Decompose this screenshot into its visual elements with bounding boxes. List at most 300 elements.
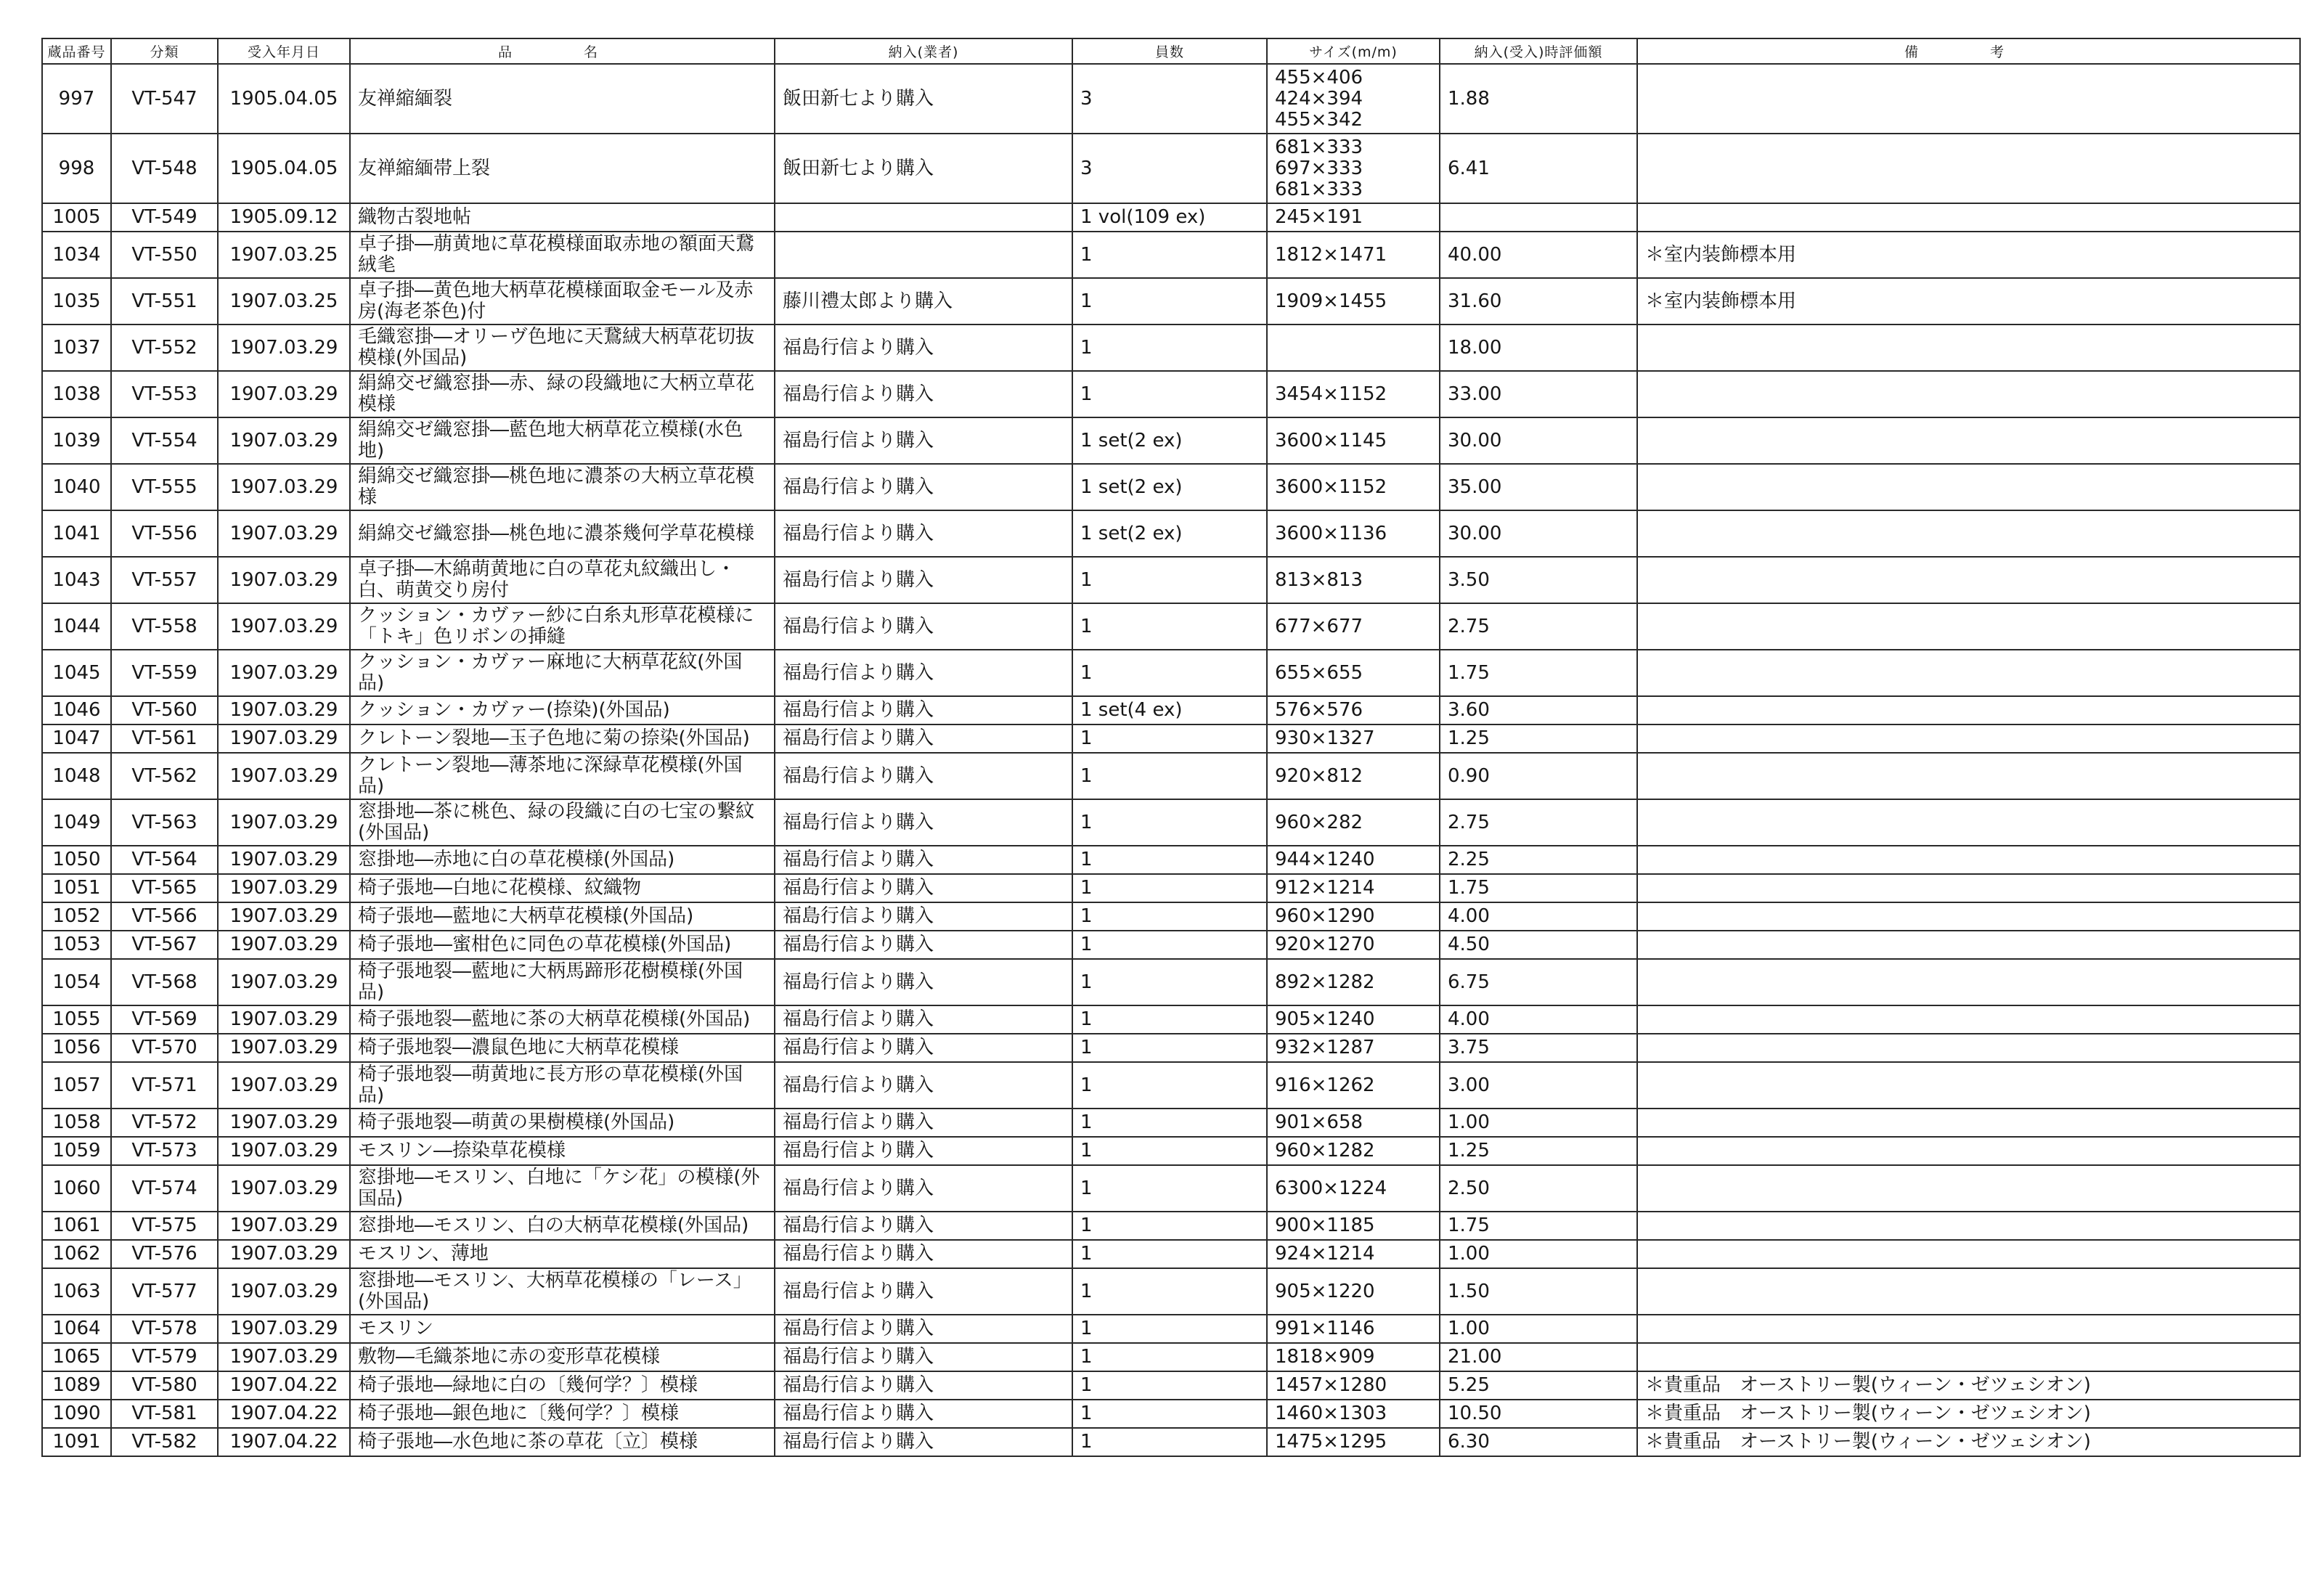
size-cell: 960×1282 [1267,1137,1440,1165]
valuation-cell: 10.50 [1440,1400,1637,1428]
size-cell: 991×1146 [1267,1315,1440,1343]
vendor-cell: 福島行信より購入 [775,1005,1072,1034]
valuation-cell: 1.75 [1440,874,1637,902]
received-date-cell: 1907.03.29 [218,557,350,603]
remarks-cell [1637,1240,2300,1268]
remarks-cell [1637,753,2300,799]
item-name-cell: 椅子張地裂―萌黄の果樹模様(外国品) [350,1109,775,1137]
remarks-cell [1637,724,2300,753]
remarks-cell [1637,1315,2300,1343]
size-cell: 1909×1455 [1267,278,1440,324]
size-cell: 905×1240 [1267,1005,1440,1034]
remarks-cell [1637,464,2300,510]
classification-cell: VT-573 [111,1137,218,1165]
table-row [42,1005,2300,1034]
classification-cell: VT-563 [111,799,218,846]
classification-cell: VT-560 [111,696,218,724]
valuation-cell: 6.30 [1440,1428,1637,1456]
remarks-cell [1637,902,2300,931]
item-no-cell: 1037 [42,324,111,371]
valuation-cell: 0.90 [1440,753,1637,799]
vendor-cell: 福島行信より購入 [775,931,1072,959]
item-no-cell: 1053 [42,931,111,959]
item-name-cell: 窓掛地―赤地に白の草花模様(外国品) [350,846,775,874]
vendor-cell: 福島行信より購入 [775,959,1072,1005]
size-cell: 677×677 [1267,603,1440,650]
quantity-cell: 1 [1072,1400,1267,1428]
item-name-cell: 織物古裂地帖 [350,203,775,232]
item-no-cell: 1057 [42,1062,111,1109]
classification-cell: VT-577 [111,1268,218,1315]
table-row [42,1137,2300,1165]
classification-cell: VT-565 [111,874,218,902]
item-name-cell: クレトーン裂地―玉子色地に菊の捺染(外国品) [350,724,775,753]
remarks-cell: ＊貴重品 オーストリー製(ウィーン・ゼツェシオン) [1637,1400,2300,1428]
remarks-cell [1637,1268,2300,1315]
classification-cell: VT-566 [111,902,218,931]
item-name-cell: クッション・カヴァー(捺染)(外国品) [350,696,775,724]
received-date-cell: 1907.03.29 [218,931,350,959]
quantity-cell: 1 [1072,846,1267,874]
table-row [42,753,2300,799]
valuation-cell: 1.75 [1440,1212,1637,1240]
quantity-cell: 1 [1072,1137,1267,1165]
item-name-cell: 椅子張地―白地に花模様、紋織物 [350,874,775,902]
table-row [42,650,2300,696]
item-no-cell: 1049 [42,799,111,846]
vendor-cell: 福島行信より購入 [775,1137,1072,1165]
item-no-cell: 1062 [42,1240,111,1268]
table-row [42,799,2300,846]
item-no-cell: 1064 [42,1315,111,1343]
remarks-cell [1637,557,2300,603]
valuation-cell: 1.00 [1440,1109,1637,1137]
size-cell: 916×1262 [1267,1062,1440,1109]
remarks-cell [1637,324,2300,371]
received-date-cell: 1905.09.12 [218,203,350,232]
vendor-cell: 福島行信より購入 [775,874,1072,902]
received-date-cell: 1907.04.22 [218,1428,350,1456]
table-row [42,959,2300,1005]
remarks-cell [1637,371,2300,417]
received-date-cell: 1907.03.29 [218,650,350,696]
classification-cell: VT-564 [111,846,218,874]
remarks-cell: ＊貴重品 オーストリー製(ウィーン・ゼツェシオン) [1637,1428,2300,1456]
valuation-cell: 1.75 [1440,650,1637,696]
item-name-cell: 友禅縮緬裂 [350,64,775,134]
table-row [42,134,2300,203]
vendor-cell: 福島行信より購入 [775,753,1072,799]
quantity-cell: 1 [1072,874,1267,902]
size-cell: 944×1240 [1267,846,1440,874]
size-cell: 920×812 [1267,753,1440,799]
vendor-cell: 福島行信より購入 [775,902,1072,931]
received-date-cell: 1907.03.29 [218,1137,350,1165]
size-cell: 813×813 [1267,557,1440,603]
item-no-cell: 1039 [42,417,111,464]
vendor-cell: 福島行信より購入 [775,799,1072,846]
table-row [42,696,2300,724]
quantity-cell: 1 set(2 ex) [1072,417,1267,464]
table-row [42,1034,2300,1062]
item-name-cell: クレトーン裂地―薄茶地に深緑草花模様(外国品) [350,753,775,799]
received-date-cell: 1907.03.29 [218,603,350,650]
item-no-cell: 1050 [42,846,111,874]
quantity-cell: 1 [1072,1240,1267,1268]
item-name-cell: 窓掛地―モスリン、白の大柄草花模様(外国品) [350,1212,775,1240]
header-valuation: 納入(受入)時評価額 [1440,38,1637,64]
classification-cell: VT-556 [111,510,218,557]
vendor-cell: 福島行信より購入 [775,1400,1072,1428]
remarks-cell [1637,1165,2300,1212]
classification-cell: VT-550 [111,232,218,278]
size-cell: 930×1327 [1267,724,1440,753]
table-row [42,603,2300,650]
size-cell: 245×191 [1267,203,1440,232]
table-row [42,64,2300,134]
classification-cell: VT-571 [111,1062,218,1109]
valuation-cell: 30.00 [1440,510,1637,557]
vendor-cell: 福島行信より購入 [775,1212,1072,1240]
received-date-cell: 1907.03.29 [218,510,350,557]
quantity-cell: 1 [1072,1165,1267,1212]
item-name-cell: 椅子張地裂―藍地に大柄馬蹄形花樹模様(外国品) [350,959,775,1005]
remarks-cell [1637,696,2300,724]
item-name-cell: 友禅縮緬帯上裂 [350,134,775,203]
valuation-cell: 1.00 [1440,1240,1637,1268]
table-row [42,1062,2300,1109]
item-name-cell: モスリン、薄地 [350,1240,775,1268]
size-cell: 455×406 424×394 455×342 [1267,64,1440,134]
quantity-cell: 1 [1072,1428,1267,1456]
vendor-cell [775,203,1072,232]
size-cell: 6300×1224 [1267,1165,1440,1212]
vendor-cell: 福島行信より購入 [775,1062,1072,1109]
item-name-cell: モスリン [350,1315,775,1343]
quantity-cell: 1 [1072,650,1267,696]
quantity-cell: 1 [1072,1268,1267,1315]
table-row [42,417,2300,464]
table-row [42,1400,2300,1428]
item-name-cell: 絹綿交ゼ織窓掛―桃色地に濃茶の大柄立草花模様 [350,464,775,510]
item-name-cell: 卓子掛―萠黄地に草花模様面取赤地の額面天鵞絨毟 [350,232,775,278]
valuation-cell: 2.25 [1440,846,1637,874]
table-row [42,1268,2300,1315]
table-row [42,724,2300,753]
table-row [42,510,2300,557]
valuation-cell: 31.60 [1440,278,1637,324]
remarks-cell [1637,417,2300,464]
remarks-cell: ＊貴重品 オーストリー製(ウィーン・ゼツェシオン) [1637,1371,2300,1400]
quantity-cell: 1 [1072,603,1267,650]
item-no-cell: 1047 [42,724,111,753]
table-row [42,846,2300,874]
classification-cell: VT-567 [111,931,218,959]
received-date-cell: 1907.03.29 [218,799,350,846]
received-date-cell: 1907.04.22 [218,1371,350,1400]
quantity-cell: 3 [1072,134,1267,203]
classification-cell: VT-581 [111,1400,218,1428]
header-remarks: 備 考 [1637,38,2300,64]
received-date-cell: 1907.03.29 [218,874,350,902]
item-name-cell: 窓掛地―茶に桃色、緑の段織に白の七宝の繋紋(外国品) [350,799,775,846]
received-date-cell: 1907.03.29 [218,324,350,371]
classification-cell: VT-582 [111,1428,218,1456]
table-row [42,1315,2300,1343]
item-no-cell: 1055 [42,1005,111,1034]
vendor-cell: 福島行信より購入 [775,510,1072,557]
item-name-cell: 椅子張地―藍地に大柄草花模様(外国品) [350,902,775,931]
collection-table [41,38,2301,1457]
item-no-cell: 1056 [42,1034,111,1062]
quantity-cell: 1 [1072,1062,1267,1109]
size-cell: 892×1282 [1267,959,1440,1005]
valuation-cell: 1.50 [1440,1268,1637,1315]
size-cell: 920×1270 [1267,931,1440,959]
valuation-cell: 1.88 [1440,64,1637,134]
valuation-cell: 3.75 [1440,1034,1637,1062]
valuation-cell: 3.50 [1440,557,1637,603]
header-classification: 分類 [111,38,218,64]
quantity-cell: 3 [1072,64,1267,134]
item-no-cell: 1051 [42,874,111,902]
classification-cell: VT-562 [111,753,218,799]
size-cell: 576×576 [1267,696,1440,724]
received-date-cell: 1907.03.29 [218,417,350,464]
size-cell: 1457×1280 [1267,1371,1440,1400]
valuation-cell: 21.00 [1440,1343,1637,1371]
table-row [42,1343,2300,1371]
size-cell: 3454×1152 [1267,371,1440,417]
item-no-cell: 1091 [42,1428,111,1456]
table-row [42,1165,2300,1212]
item-no-cell: 1045 [42,650,111,696]
quantity-cell: 1 [1072,1315,1267,1343]
valuation-cell: 6.41 [1440,134,1637,203]
received-date-cell: 1907.03.25 [218,278,350,324]
vendor-cell: 福島行信より購入 [775,1315,1072,1343]
table-row [42,1109,2300,1137]
valuation-cell: 18.00 [1440,324,1637,371]
quantity-cell: 1 [1072,902,1267,931]
classification-cell: VT-551 [111,278,218,324]
valuation-cell: 1.00 [1440,1315,1637,1343]
table-row [42,324,2300,371]
quantity-cell: 1 vol(109 ex) [1072,203,1267,232]
size-cell [1267,324,1440,371]
classification-cell: VT-579 [111,1343,218,1371]
vendor-cell: 飯田新七より購入 [775,134,1072,203]
classification-cell: VT-547 [111,64,218,134]
table-row [42,557,2300,603]
quantity-cell: 1 [1072,1109,1267,1137]
quantity-cell: 1 [1072,753,1267,799]
item-no-cell: 998 [42,134,111,203]
classification-cell: VT-557 [111,557,218,603]
valuation-cell: 4.50 [1440,931,1637,959]
valuation-cell: 30.00 [1440,417,1637,464]
vendor-cell: 福島行信より購入 [775,324,1072,371]
quantity-cell: 1 [1072,931,1267,959]
header-item-name: 品 名 [350,38,775,64]
remarks-cell [1637,603,2300,650]
vendor-cell: 福島行信より購入 [775,1371,1072,1400]
item-name-cell: 絹綿交ゼ織窓掛―赤、緑の段織地に大柄立草花模様 [350,371,775,417]
header-vendor: 納入(業者) [775,38,1072,64]
remarks-cell: ＊室内装飾標本用 [1637,278,2300,324]
header-received-date: 受入年月日 [218,38,350,64]
size-cell: 1460×1303 [1267,1400,1440,1428]
received-date-cell: 1907.03.29 [218,371,350,417]
size-cell: 3600×1152 [1267,464,1440,510]
received-date-cell: 1907.03.29 [218,902,350,931]
received-date-cell: 1907.03.29 [218,1165,350,1212]
quantity-cell: 1 [1072,959,1267,1005]
vendor-cell: 福島行信より購入 [775,1240,1072,1268]
classification-cell: VT-576 [111,1240,218,1268]
size-cell: 905×1220 [1267,1268,1440,1315]
size-cell: 655×655 [1267,650,1440,696]
table-row [42,371,2300,417]
vendor-cell: 飯田新七より購入 [775,64,1072,134]
valuation-cell: 5.25 [1440,1371,1637,1400]
item-name-cell: 椅子張地裂―藍地に茶の大柄草花模様(外国品) [350,1005,775,1034]
size-cell: 932×1287 [1267,1034,1440,1062]
item-name-cell: モスリン―捺染草花模様 [350,1137,775,1165]
item-name-cell: 絹綿交ゼ織窓掛―桃色地に濃茶幾何学草花模様 [350,510,775,557]
item-name-cell: 窓掛地―モスリン、白地に「ケシ花」の模様(外国品) [350,1165,775,1212]
quantity-cell: 1 [1072,1343,1267,1371]
quantity-cell: 1 [1072,724,1267,753]
classification-cell: VT-578 [111,1315,218,1343]
item-no-cell: 1044 [42,603,111,650]
remarks-cell [1637,510,2300,557]
valuation-cell: 1.25 [1440,1137,1637,1165]
size-cell: 924×1214 [1267,1240,1440,1268]
item-name-cell: 敷物―毛織茶地に赤の変形草花模様 [350,1343,775,1371]
classification-cell: VT-555 [111,464,218,510]
item-no-cell: 1054 [42,959,111,1005]
item-name-cell: 椅子張地裂―萌黄地に長方形の草花模様(外国品) [350,1062,775,1109]
item-no-cell: 1035 [42,278,111,324]
size-cell: 960×1290 [1267,902,1440,931]
remarks-cell [1637,1005,2300,1034]
vendor-cell: 福島行信より購入 [775,846,1072,874]
header-quantity: 員数 [1072,38,1267,64]
table-body [42,64,2300,1456]
valuation-cell: 2.75 [1440,603,1637,650]
received-date-cell: 1907.03.29 [218,959,350,1005]
item-name-cell: クッション・カヴァー紗に白糸丸形草花模様に「トキ」色リボンの挿縫 [350,603,775,650]
valuation-cell: 6.75 [1440,959,1637,1005]
table-row [42,464,2300,510]
received-date-cell: 1907.03.29 [218,1240,350,1268]
table-row [42,232,2300,278]
valuation-cell: 4.00 [1440,902,1637,931]
size-cell: 912×1214 [1267,874,1440,902]
size-cell: 3600×1136 [1267,510,1440,557]
classification-cell: VT-552 [111,324,218,371]
classification-cell: VT-580 [111,1371,218,1400]
table-row [42,874,2300,902]
size-cell: 1812×1471 [1267,232,1440,278]
vendor-cell: 福島行信より購入 [775,1165,1072,1212]
remarks-cell: ＊室内装飾標本用 [1637,232,2300,278]
table-row [42,1240,2300,1268]
received-date-cell: 1907.03.29 [218,1315,350,1343]
item-name-cell: 卓子掛―木綿萌黄地に白の草花丸紋織出し・白、萌黄交り房付 [350,557,775,603]
classification-cell: VT-559 [111,650,218,696]
received-date-cell: 1907.03.29 [218,1268,350,1315]
table-row [42,1428,2300,1456]
received-date-cell: 1907.03.29 [218,753,350,799]
quantity-cell: 1 [1072,1371,1267,1400]
item-no-cell: 1038 [42,371,111,417]
size-cell: 3600×1145 [1267,417,1440,464]
classification-cell: VT-568 [111,959,218,1005]
remarks-cell [1637,799,2300,846]
remarks-cell [1637,64,2300,134]
remarks-cell [1637,1343,2300,1371]
item-no-cell: 1043 [42,557,111,603]
item-name-cell: クッション・カヴァー麻地に大柄草花紋(外国品) [350,650,775,696]
item-no-cell: 1060 [42,1165,111,1212]
item-no-cell: 1061 [42,1212,111,1240]
remarks-cell [1637,134,2300,203]
vendor-cell: 福島行信より購入 [775,1343,1072,1371]
vendor-cell: 福島行信より購入 [775,464,1072,510]
item-no-cell: 1090 [42,1400,111,1428]
quantity-cell: 1 [1072,1212,1267,1240]
classification-cell: VT-554 [111,417,218,464]
quantity-cell: 1 set(2 ex) [1072,510,1267,557]
item-no-cell: 1063 [42,1268,111,1315]
remarks-cell [1637,931,2300,959]
classification-cell: VT-572 [111,1109,218,1137]
item-no-cell: 1048 [42,753,111,799]
item-no-cell: 1065 [42,1343,111,1371]
header-size: サイズ(m/m) [1267,38,1440,64]
item-no-cell: 1005 [42,203,111,232]
remarks-cell [1637,1137,2300,1165]
received-date-cell: 1907.03.29 [218,1034,350,1062]
vendor-cell: 福島行信より購入 [775,417,1072,464]
item-no-cell: 1041 [42,510,111,557]
size-cell: 960×282 [1267,799,1440,846]
quantity-cell: 1 [1072,324,1267,371]
item-name-cell: 卓子掛―黄色地大柄草花模様面取金モール及赤房(海老茶色)付 [350,278,775,324]
remarks-cell [1637,846,2300,874]
received-date-cell: 1907.03.29 [218,724,350,753]
valuation-cell: 3.60 [1440,696,1637,724]
vendor-cell: 福島行信より購入 [775,557,1072,603]
received-date-cell: 1907.03.29 [218,1109,350,1137]
valuation-cell: 3.00 [1440,1062,1637,1109]
size-cell: 1475×1295 [1267,1428,1440,1456]
classification-cell: VT-549 [111,203,218,232]
valuation-cell: 40.00 [1440,232,1637,278]
vendor-cell: 福島行信より購入 [775,1268,1072,1315]
item-no-cell: 1052 [42,902,111,931]
remarks-cell [1637,959,2300,1005]
classification-cell: VT-548 [111,134,218,203]
received-date-cell: 1907.03.29 [218,1062,350,1109]
quantity-cell: 1 [1072,371,1267,417]
classification-cell: VT-574 [111,1165,218,1212]
item-name-cell: 椅子張地―銀色地に〔幾何学？〕模様 [350,1400,775,1428]
remarks-cell [1637,1034,2300,1062]
vendor-cell [775,232,1072,278]
